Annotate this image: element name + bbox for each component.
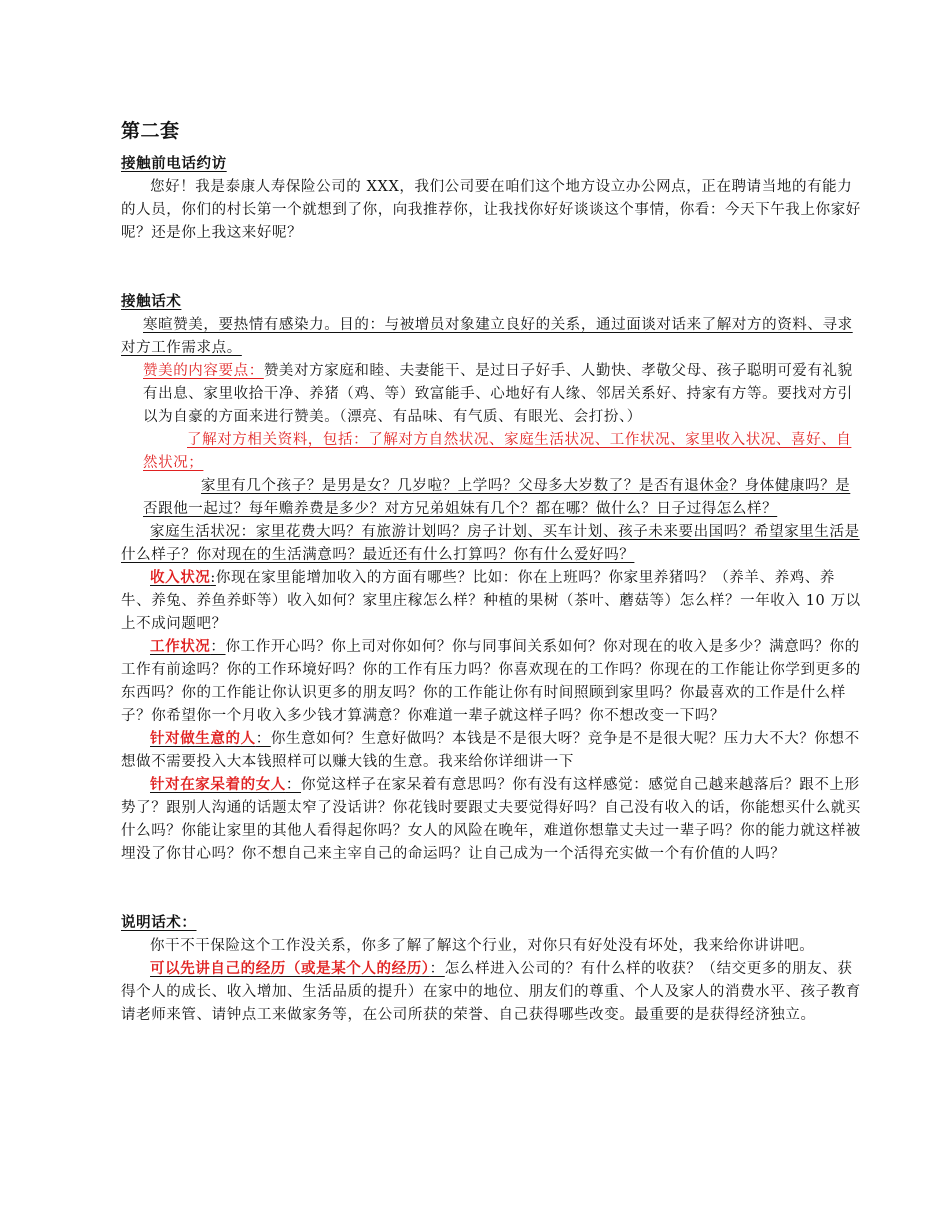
- understand-paragraph: 了解对方相关资料，包括：了解对方自然状况、家庭生活状况、工作状况、家里收入状况、喜好、自然状况；: [143, 432, 852, 471]
- work-paragraph: [121, 636, 861, 728]
- business-text: 你生意如何？生意好做吗？本钱是不是很大呀？竞争是不是很大呢？压力大不大？你想不想做不需要投入大本钱照样可以赚大钱的生意。我来给你详细讲一下: [121, 731, 860, 770]
- experience-text: 怎么样进入公司的？有什么样的收获？（结交更多的朋友、获得个人的成长、收入增加、生活品质的提升）在家中的地位、朋友们的尊重、个人及家人的消费水平、孩子教育请老师来管、请钟点工来做家务等，在公司所获的荣誉、自己获得哪些改变。最重要的是获得经济独立。: [121, 961, 861, 1023]
- praise-label: 赞美的内容要点：: [143, 363, 264, 379]
- family-natural-paragraph: 家里有几个孩子？是男是女？几岁啦？上学吗？父母多大岁数了？是否有退休金？身体健康吗？是否跟他一起过？每年赡养费是多少？对方兄弟姐妹有几个？都在哪？做什么？日子过得怎么样？: [143, 478, 851, 517]
- women-text: 你觉这样子在家呆着有意思吗？你有没有这样感觉：感觉自己越来越落后？跟不上形势了？跟别人沟通的话题太窄了没话讲？你花钱时要跟丈夫要觉得好吗？自己没有收入的话，你能想买什么就买什么吗？你能让家里的其他人看得起你吗？女人的风险在晚年，难道你想靠丈夫过一辈子吗？你的能力就这样被埋没了你甘心吗？你不想自己来主宰自己的命运吗？让自己成为一个活得充实做一个有价值的人吗？: [121, 777, 861, 862]
- work-colon: ：: [210, 639, 226, 655]
- document-page: [121, 117, 861, 1027]
- income-label: 收入状况: [150, 570, 211, 586]
- phone-appointment-paragraph: 您好！我是泰康人寿保险公司的 XXX，我们公司要在咱们这个地方设立办公网点，正在聘请当地的有能力的人员，你们的村长第一个就想到了你，向我推荐你，让我找你好好谈谈这个事情，你看：今天下午我上你家好呢？还是你上我这来好呢？: [121, 179, 861, 241]
- work-label: 工作状况: [150, 639, 211, 655]
- spacer: [121, 889, 861, 912]
- section-heading-phone-appointment: 接触前电话约访: [121, 156, 227, 172]
- income-paragraph: [121, 567, 861, 636]
- praise-text: 赞美对方家庭和睦、夫妻能干、是过日子好手、人勤快、孝敬父母、孩子聪明可爱有礼貌有出息、家里收拾干净、养猪（鸡、等）致富能手、心地好有人缘、邻居关系好、持家有方等。要找对方引以为自豪的方面来进行赞美。（漂亮、有品味、有气质、有眼光、会打扮、）: [143, 363, 853, 425]
- spacer: [121, 245, 861, 268]
- experience-colon: ：: [429, 961, 445, 977]
- experience-paragraph: [121, 958, 861, 1027]
- experience-label: 可以先讲自己的经历（或是某个人的经历）: [150, 961, 430, 977]
- income-text: 你现在家里能增加收入的方面有哪些？比如：你在上班吗？你家里养猪吗？（养羊、养鸡、养牛、养兔、养鱼养虾等）收入如何？家里庄稼怎么样？种植的果树（茶叶、蘑菇等）怎么样？一年收入 10 万以上不成问题吧？: [121, 570, 861, 632]
- women-colon: ：: [285, 777, 302, 793]
- income-colon: :: [210, 570, 216, 586]
- section-heading-contact-script: 接触话术: [121, 294, 182, 310]
- explanation-paragraph: 你干不干保险这个工作没关系，你多了解了解这个行业，对你只有好处没有坏处，我来给你讲讲吧。: [150, 938, 815, 954]
- business-paragraph: [121, 728, 861, 774]
- document-title: 第二套: [121, 120, 180, 142]
- spacer: [121, 268, 861, 291]
- section-heading-explanation-script: 说明话术：: [121, 915, 197, 931]
- work-text: 你工作开心吗？你上司对你如何？你与同事间关系如何？你对现在的收入是多少？满意吗？你的工作有前途吗？你的工作环境好吗？你的工作有压力吗？你喜欢现在的工作吗？你现在的工作能让你学到更多的东西吗？你的工作能让你认识更多的朋友吗？你的工作能让你有时间照顾到家里吗？你最喜欢的工作是什么样子？你希望你一个月收入多少钱才算满意？你难道一辈子就这样子吗？你不想改变一下吗？: [121, 639, 861, 724]
- praise-paragraph: [121, 360, 861, 429]
- business-colon: ：: [255, 731, 271, 747]
- business-label: 针对做生意的人: [150, 731, 256, 747]
- contact-script-intro: 寒暄赞美，要热情有感染力。目的：与被增员对象建立良好的关系，通过面谈对话来了解对方的资料、寻求对方工作需求点。: [121, 317, 853, 356]
- spacer: [121, 866, 861, 889]
- family-life-paragraph: 家庭生活状况：家里花费大吗？有旅游计划吗？房子计划、买车计划、孩子未来要出国吗？希望家里生活是什么样子？你对现在的生活满意吗？最近还有什么打算吗？你有什么爱好吗？: [121, 524, 860, 563]
- women-label: 针对在家呆着的女人: [150, 777, 286, 793]
- women-paragraph: [121, 774, 861, 866]
